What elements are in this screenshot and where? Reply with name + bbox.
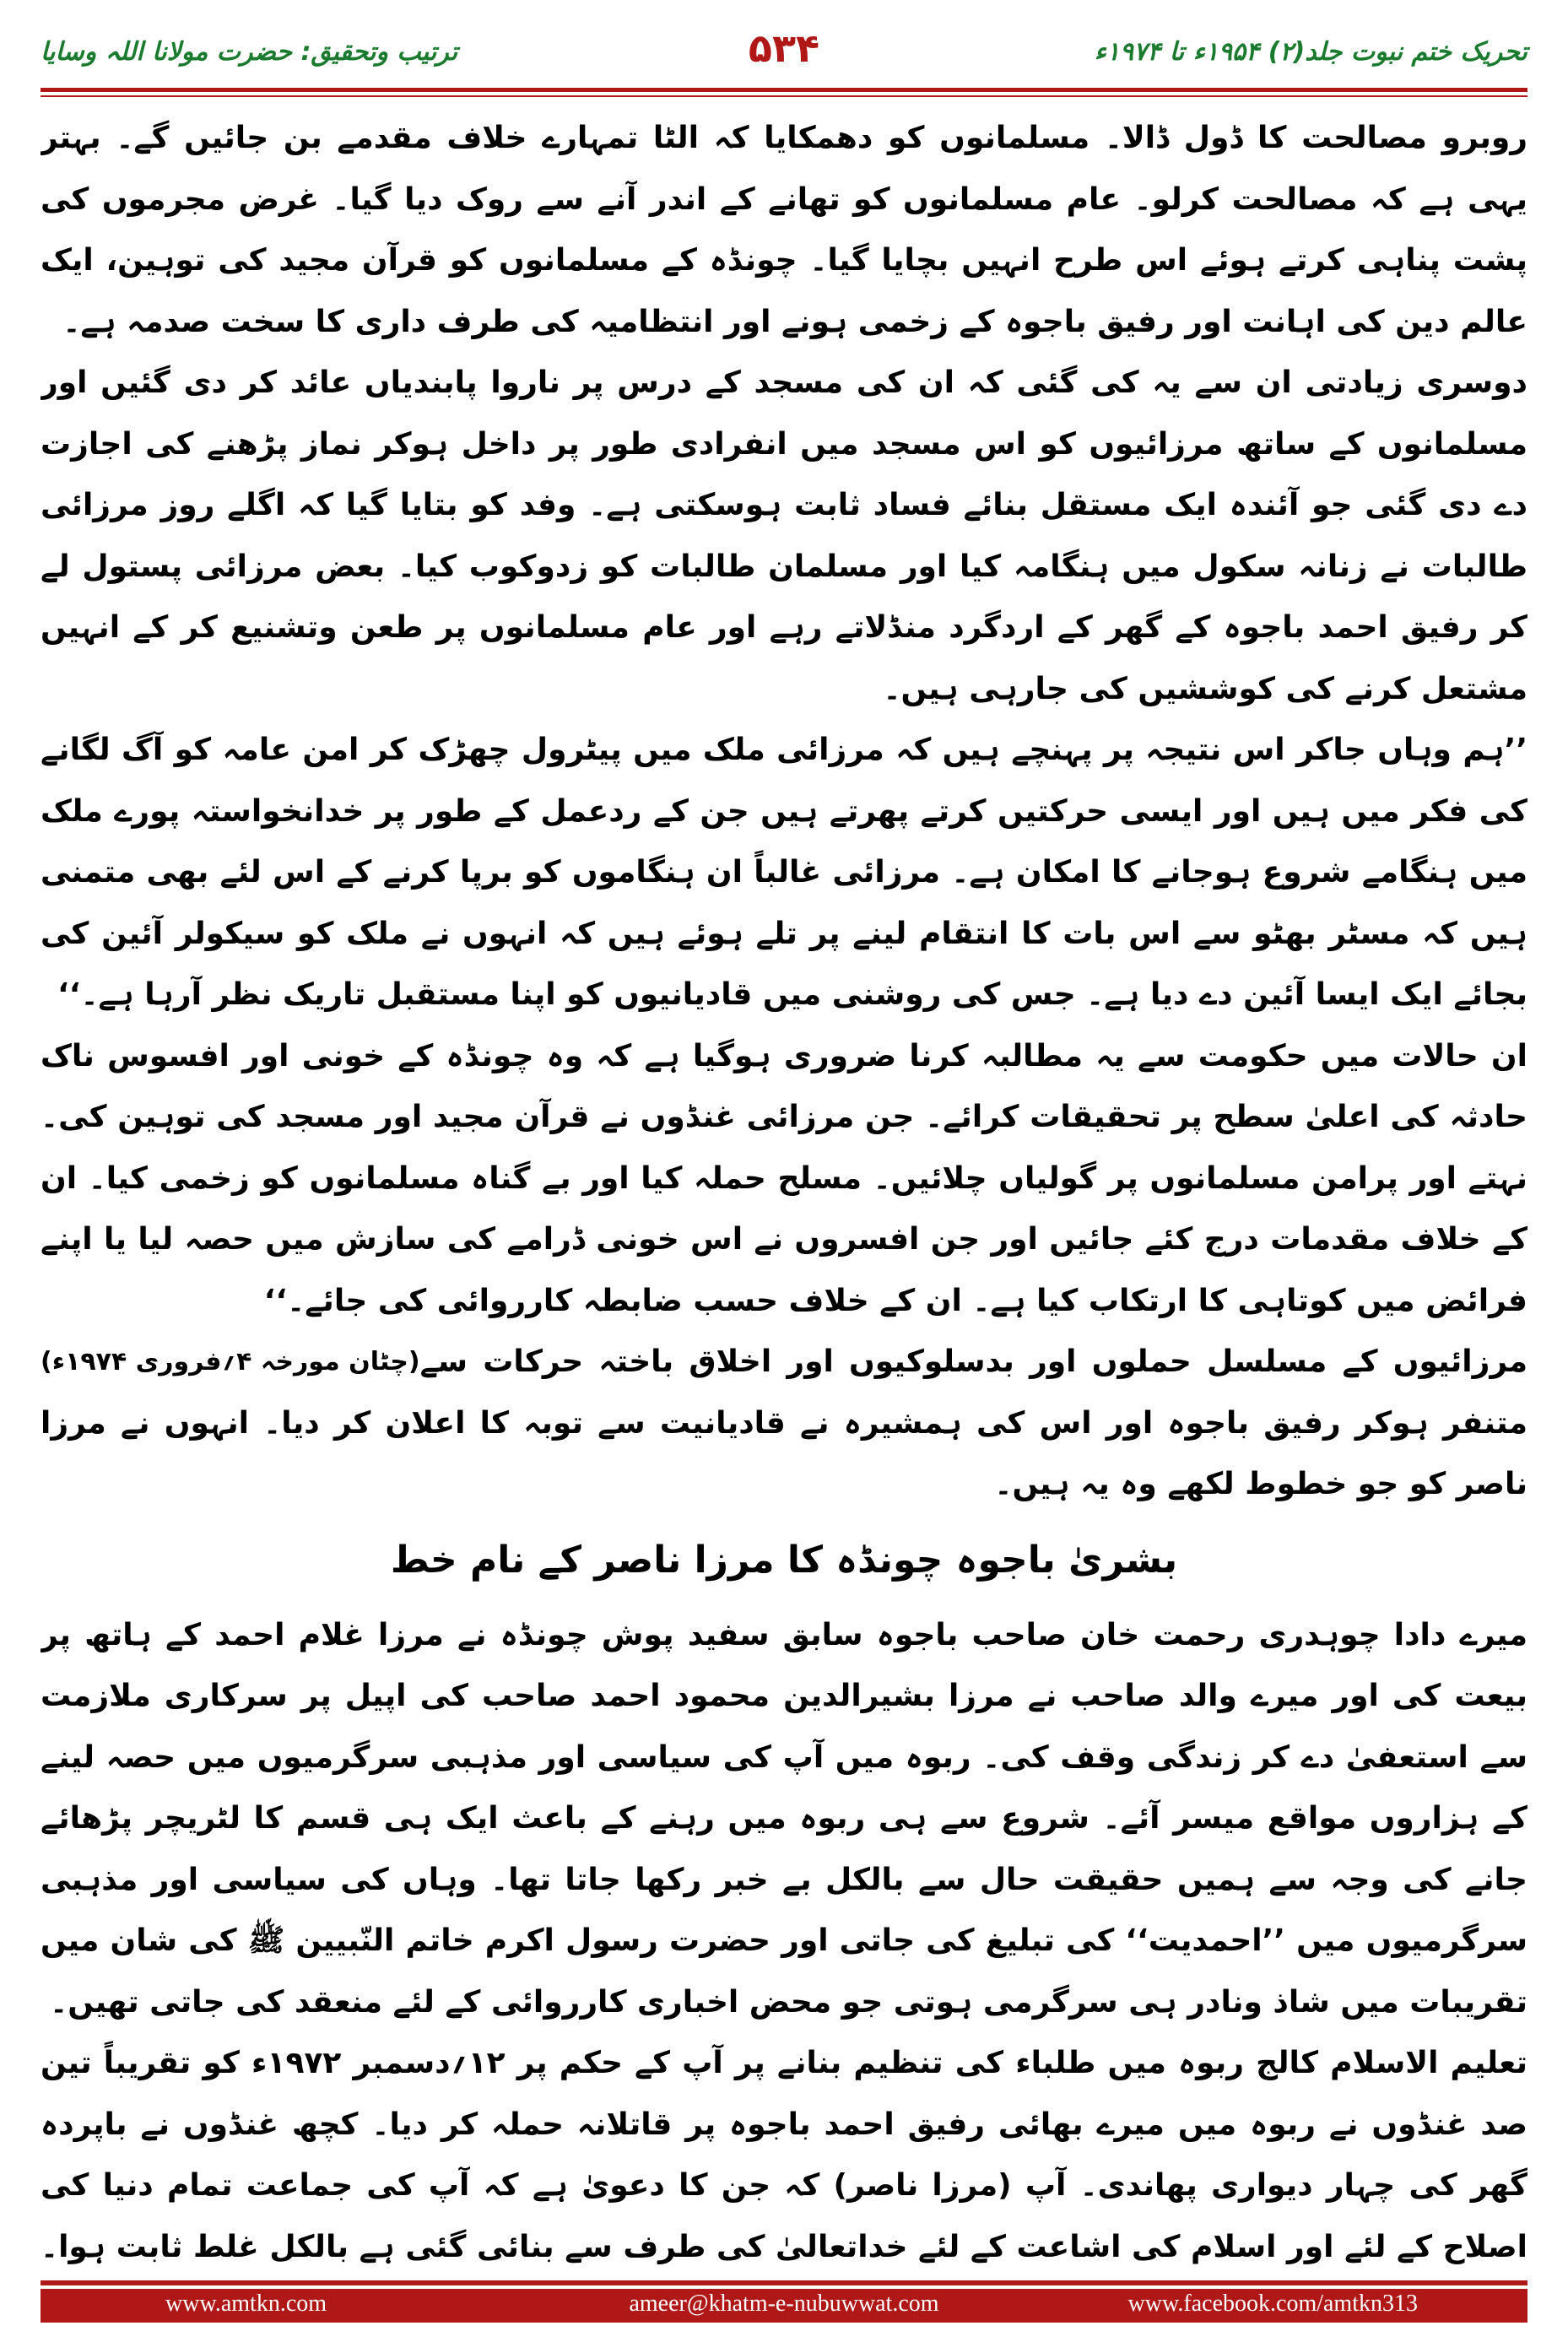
- quote-paragraph: ’’ہم وہاں جاکر اس نتیجہ پر پہنچے ہیں کہ مرزائی ملک میں پیٹرول چھڑک کر امن عامہ کو آگ لگانے کی فکر میں ہیں اور ایسی حرکتیں کرتے پھرتے ہیں جن کے ردعمل کے طور پر خدانخواستہ پورے ملک میں ہنگامے شروع ہوجانے کا امکان ہے۔ مرزائی غالباً ان ہنگاموں کو برپا کرنے کے اس لئے بھی متمنی ہیں کہ مسٹر بھٹو سے اس بات کا انتقام لینے پر تلے ہوئے ہیں کہ انہوں نے ملک کو سیکولر آئین کی بجائے ایک ایسا آئین دے دیا ہے۔ جس کی روشنی میں قادیانیوں کو اپنا مستقبل تاریک نظر آرہا ہے۔‘‘: [41, 733, 1527, 1012]
- compiler-credit: ترتیب وتحقیق: حضرت مولانا اللہ وسایا: [41, 37, 458, 67]
- page-header: [41, 25, 1527, 84]
- paragraph-2: دوسری زیادتی ان سے یہ کی گئی کہ ان کی مسجد کے درس پر ناروا پابندیاں عائد کر دی گئیں اور مسلمانوں کے ساتھ مرزائیوں کو اس مسجد میں انفرادی طور پر داخل ہوکر نماز پڑھنے کی اجازت دے دی گئی جو آئندہ ایک مستقل بنائے فساد ثابت ہوسکتی ہے۔ وفد کو بتایا گیا کہ اگلے روز مرزائی طالبات نے زنانہ سکول میں ہنگامہ کیا اور مسلمان طالبات کو زدوکوب کیا۔ بعض مرزائی پستول لے کر رفیق احمد باجوہ کے گھر کے اردگرد منڈلاتے رہے اور عام مسلمانوں پر طعن وتشنیع کر کے انہیں مشتعل کرنے کی کوششیں کی جارہی ہیں۔: [41, 365, 1527, 706]
- paragraph-4: [41, 1026, 1527, 1377]
- citation: (چٹان مورخہ ۴؍فروری ۱۹۷۴ء): [41, 1347, 420, 1377]
- paragraph-1: روبرو مصالحت کا ڈول ڈالا۔ مسلمانوں کو دھمکایا کہ الٹا تمہارے خلاف مقدمے بن جائیں گے۔ بہتر یہی ہے کہ مصالحت کرلو۔ عام مسلمانوں کو تھانے کے اندر آنے سے روک دیا گیا۔ غرض مجرموں کی پشت پناہی کرتے ہوئے اس طرح انہیں بچایا گیا۔ چونڈہ کے مسلمانوں کو قرآن مجید کی توہین، ایک عالم دین کی اہانت اور رفیق باجوہ کے زخمی ہونے اور انتظامیہ کی طرف داری کا سخت صدمہ ہے۔: [41, 121, 1527, 339]
- paragraph-5: مرزائیوں کے مسلسل حملوں اور بدسلوکیوں اور اخلاق باختہ حرکات سے متنفر ہوکر رفیق باجوہ اور اس کی ہمشیرہ نے قادیانیت سے توبہ کا اعلان کر دیا۔ انہوں نے مرزا ناصر کو جو خطوط لکھے وہ یہ ہیں۔: [41, 1344, 1527, 1501]
- page-number: ۵۳۴: [748, 25, 820, 71]
- paragraph-7: تعلیم الاسلام کالج ربوہ میں طلباء کی تنظیم بنانے پر آپ کے حکم پر ۱۲؍دسمبر ۱۹۷۲ء کو تقریباً تین صد غنڈوں نے ربوہ میں میرے بھائی رفیق احمد باجوہ پر قاتلانہ حملہ کر دیا۔ کچھ غنڈوں نے باپردہ گھر کی چہار دیواری پھاندی۔ آپ (مرزا ناصر) کہ جن کا دعویٰ ہے کہ آپ کی جماعت تمام دنیا کی اصلاح کے لئے اور اسلام کی اشاعت کے لئے خداتعالیٰ کی طرف سے بنائی گئی ہے بالکل غلط ثابت ہوا۔: [41, 2046, 1527, 2264]
- header-divider: [41, 88, 1527, 97]
- website-link[interactable]: www.amtkn.com: [165, 2291, 327, 2317]
- footer-divider: [41, 2280, 1527, 2285]
- demand-paragraph-block: [41, 1026, 1527, 1377]
- email-link[interactable]: ameer@khatm-e-nubuwwat.com: [629, 2291, 939, 2317]
- facebook-link[interactable]: www.facebook.com/amtkn313: [1127, 2291, 1418, 2317]
- page-body: [41, 108, 1527, 2269]
- section-heading: بشریٰ باجوہ چونڈہ کا مرزا ناصر کے نام خط: [390, 1538, 1178, 1582]
- page-footer: [41, 2287, 1527, 2323]
- paragraph-6: میرے دادا چوہدری رحمت خان صاحب باجوہ سابق سفید پوش چونڈہ نے مرزا غلام احمد کے ہاتھ پر بیعت کی اور میرے والد صاحب نے مرزا بشیرالدین محمود احمد صاحب کی اپیل پر سرکاری ملازمت سے استعفیٰ دے کر زندگی وقف کی۔ ربوہ میں آپ کی سیاسی اور مذہبی سرگرمیوں میں حصہ لینے کے ہزاروں مواقع میسر آئے۔ شروع سے ہی ربوہ میں رہنے کے باعث ایک ہی قسم کا لٹریچر پڑھائے جانے کی وجہ سے ہمیں حقیقت حال سے بالکل بے خبر رکھا جاتا تھا۔ وہاں کی سیاسی اور مذہبی سرگرمیوں میں ’’احمدیت‘‘ کی تبلیغ کی جاتی اور حضرت رسول اکرم خاتم النّبیین ﷺ کی شان میں تقریبات میں شاذ ونادر ہی سرگرمی ہوتی جو محض اخباری کارروائی کے لئے منعقد کی جاتی تھیں۔: [41, 1617, 1527, 2020]
- paragraph-4-text: ان حالات میں حکومت سے یہ مطالبہ کرنا ضروری ہوگیا ہے کہ وہ چونڈہ کے خونی اور افسوس ناک حادثہ کی اعلیٰ سطح پر تحقیقات کرائے۔ جن مرزائی غنڈوں نے قرآن مجید اور مسجد کی توہین کی۔ نہتے اور پرامن مسلمانوں پر گولیاں چلائیں۔ مسلح حملہ کیا اور بے گناہ مسلمانوں کو زخمی کیا۔ ان کے خلاف مقدمات درج کئے جائیں اور جن افسروں نے اس خونی ڈرامے کی سازش میں حصہ لیا یا اپنے فرائض میں کوتاہی کا ارتکاب کیا ہے۔ ان کے خلاف حسب ضابطہ کارروائی کی جائے۔‘‘: [41, 1038, 1527, 1318]
- book-title: تحریک ختم نبوت جلد(۲) ۱۹۵۴ء تا ۱۹۷۴ء: [1094, 37, 1527, 67]
